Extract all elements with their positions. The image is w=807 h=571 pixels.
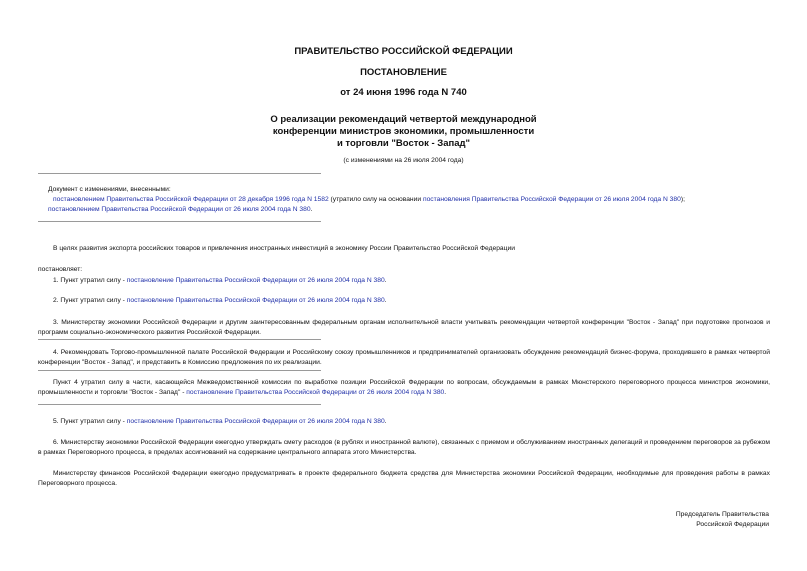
- changes-line-2: [48, 205, 312, 215]
- changes-period: .: [310, 206, 313, 213]
- changes-mid-text: (утратило силу на основании: [328, 196, 423, 203]
- amendment-link-380[interactable]: постановлением Правительства Российской Федерации от 26 июля 2004 года N 380: [48, 206, 311, 213]
- amendment-link-1582[interactable]: постановлением Правительства Российской Федерации от 28 декабря 1996 года N 1582: [53, 196, 329, 203]
- item-2-repeal-link[interactable]: постановление Правительства Российской Федерации от 26 июля 2004 года N 380: [126, 297, 385, 304]
- item-4-note-link[interactable]: постановление Правительства Российской Федерации от 26 июля 2004 года N 380: [186, 389, 445, 396]
- divider-item-4-bottom: [38, 370, 321, 371]
- item-2-period: .: [384, 297, 387, 304]
- signature-title: Председатель Правительства: [675, 511, 769, 518]
- document-title-line-1: О реализации рекомендаций четвертой международной: [270, 114, 537, 125]
- item-5-repeal-link[interactable]: постановление Правительства Российской Федерации от 26 июля 2004 года N 380: [126, 418, 385, 425]
- item-2: [53, 296, 387, 306]
- resolves: постановляет:: [38, 266, 83, 273]
- item-4-note-period: .: [444, 389, 447, 396]
- item-3: 3. Министерству экономики Российской Федерации и другим заинтересованным федеральным органам исполнительной власти учитывать рекомендации четвертой конференции "Восток - Запад" при подготовке прогнозов и программ социально-экономического развития Российской Федерации.: [38, 319, 770, 336]
- divider-item-4-top: [38, 339, 321, 340]
- government-heading: ПРАВИТЕЛЬСТВО РОССИЙСКОЙ ФЕДЕРАЦИИ: [294, 46, 513, 57]
- item-1-repeal-link[interactable]: постановление Правительства Российской Федерации от 26 июля 2004 года N 380: [126, 277, 385, 284]
- document-date-number: от 24 июня 1996 года N 740: [340, 87, 467, 98]
- item-1-text: 1. Пункт утратил силу -: [53, 277, 127, 284]
- item-6: 6. Министерству экономики Российской Федерации ежегодно утверждать смету расходов (в рублях и иностранной валюте), связанных с приемом и обслуживанием иностранных делегаций и проведением переговоров за рубежом в рамках Переговорного процесса, в пределах ассигнований на содержание центрального аппарата этого Министерства.: [38, 439, 770, 456]
- item-5-period: .: [384, 418, 387, 425]
- changes-line-1: [53, 195, 685, 205]
- document-title-line-2: конференции министров экономики, промышленности: [272, 126, 535, 137]
- amendment-link-380-repeal[interactable]: постановления Правительства Российской Федерации от 26 июля 2004 года N 380: [422, 196, 681, 203]
- divider-item-4-note: [38, 404, 321, 405]
- amendments-note: (с изменениями на 26 июля 2004 года): [343, 157, 464, 164]
- document-title-line-3: и торговли "Восток - Запад": [336, 138, 471, 149]
- document-type: ПОСТАНОВЛЕНИЕ: [360, 67, 447, 78]
- item-1-period: .: [384, 277, 387, 284]
- signature-org: Российской Федерации: [696, 521, 769, 528]
- divider-top: [38, 173, 321, 174]
- item-5-text: 5. Пункт утратил силу -: [53, 418, 127, 425]
- item-1: [53, 276, 387, 286]
- item-4-note: [38, 378, 770, 398]
- item-4-note-text: Пункт 4 утратил силу в части, касающейся Межведомственной комиссии по выработке позиции Российской Федерации по вопросам, обсуждаемым в рамках Мюнстерского переговорного процесса министров экономики, промышленности и торговли "Восток - Запад" -: [38, 379, 770, 396]
- preamble: В целях развития экспорта российских товаров и привлечения иностранных инвестиций в экономику России Правительство Российской Федерации: [53, 245, 515, 252]
- item-4: 4. Рекомендовать Торгово-промышленной палате Российской Федерации и Российскому союзу промышленников и предпринимателей организовать обсуждение рекомендаций бизнес-форума, проходившего в рамках четвертой конференции "Восток - Запад", и представить в Комиссию предложения по их реализации.: [38, 349, 770, 366]
- item-5: [53, 417, 387, 427]
- divider-bottom: [38, 221, 321, 222]
- changes-intro: Документ с изменениями, внесенными:: [48, 186, 171, 193]
- changes-end-text: );: [680, 196, 685, 203]
- item-7: Министерству финансов Российской Федерации ежегодно предусматривать в проекте федерального бюджета средства для Министерства экономики Российской Федерации, необходимые для проведения работы в рамках Переговорного процесса.: [38, 470, 770, 487]
- item-2-text: 2. Пункт утратил силу -: [53, 297, 127, 304]
